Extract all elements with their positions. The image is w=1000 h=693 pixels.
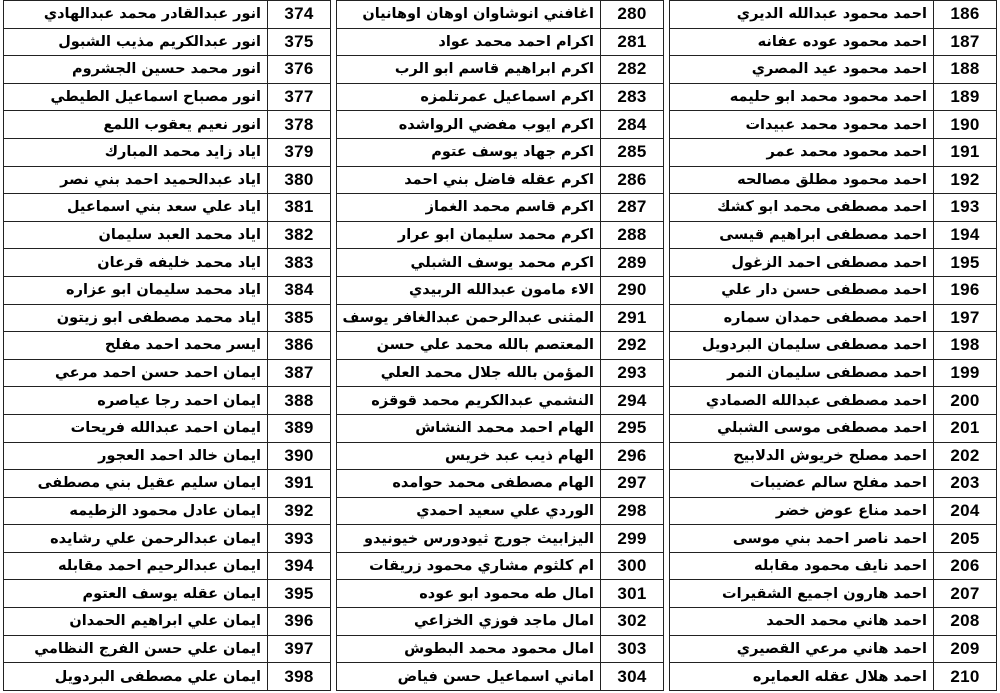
table-row (670, 552, 997, 580)
table-row (337, 111, 664, 139)
table-row (4, 28, 331, 56)
person-name: احمد مصطفى حمدان سماره (670, 304, 934, 332)
table-row (670, 359, 997, 387)
table-row (670, 442, 997, 470)
table-row (670, 83, 997, 111)
person-name: ايمان عبدالرحيم احمد مقابله (4, 552, 268, 580)
person-name: اكرم اسماعيل عمرتلمزه (337, 83, 601, 111)
person-name: احمد محمود محمد ابو حليمه (670, 83, 934, 111)
row-number: 390 (268, 442, 331, 470)
person-name: اكرم جهاد يوسف عتوم (337, 138, 601, 166)
person-name: احمد هارون اجميع الشقيرات (670, 580, 934, 608)
person-name: انور عبدالكريم مذيب الشبول (4, 28, 268, 56)
person-name: الهام مصطفى محمد حوامده (337, 470, 601, 498)
table-row (670, 276, 997, 304)
row-number: 392 (268, 497, 331, 525)
row-number: 287 (601, 194, 664, 222)
table-row (337, 580, 664, 608)
person-name: اكرم قاسم محمد الغماز (337, 194, 601, 222)
table-row (670, 663, 997, 691)
table-row (337, 552, 664, 580)
table-row (337, 83, 664, 111)
row-number: 200 (934, 387, 997, 415)
row-number: 191 (934, 138, 997, 166)
row-number: 280 (601, 1, 664, 29)
row-number: 288 (601, 221, 664, 249)
table-row (4, 414, 331, 442)
table-row (337, 608, 664, 636)
row-number: 208 (934, 608, 997, 636)
table-row (670, 580, 997, 608)
person-name: احمد ناصر احمد بني موسى (670, 525, 934, 553)
table-row (337, 1, 664, 29)
person-name: المؤمن بالله جلال محمد العلي (337, 359, 601, 387)
person-name: احمد محمود عيد المصري (670, 56, 934, 84)
row-number: 385 (268, 304, 331, 332)
row-number: 383 (268, 249, 331, 277)
person-name: ايمان احمد عبدالله فريحات (4, 414, 268, 442)
table-row (4, 111, 331, 139)
person-name: ايمان علي مصطفى البردويل (4, 663, 268, 691)
row-number: 388 (268, 387, 331, 415)
name-list-sheet (3, 0, 997, 693)
row-number: 207 (934, 580, 997, 608)
row-number: 301 (601, 580, 664, 608)
person-name: ايمان عقله يوسف العتوم (4, 580, 268, 608)
row-number: 194 (934, 221, 997, 249)
table-row (337, 56, 664, 84)
table-row (4, 56, 331, 84)
table-row (337, 359, 664, 387)
table-row (670, 194, 997, 222)
person-name: ايمان عبدالرحمن علي رشايده (4, 525, 268, 553)
row-number: 209 (934, 635, 997, 663)
table-row (337, 414, 664, 442)
row-number: 384 (268, 276, 331, 304)
table-row (4, 580, 331, 608)
person-name: احمد مصطفى ابراهيم قيسى (670, 221, 934, 249)
person-name: المثنى عبدالرحمن عبدالغافر يوسف (337, 304, 601, 332)
list-column-right (669, 0, 997, 693)
person-name: اكرم ابراهيم قاسم ابو الرب (337, 56, 601, 84)
list-column-middle (336, 0, 664, 693)
person-name: اياد عبدالحميد احمد بني نصر (4, 166, 268, 194)
person-name: اكرم عقله فاضل بني احمد (337, 166, 601, 194)
person-name: الوردي علي سعيد احمدي (337, 497, 601, 525)
table-row (670, 111, 997, 139)
table-row (670, 249, 997, 277)
row-number: 206 (934, 552, 997, 580)
person-name: احمد محمود محمد عمر (670, 138, 934, 166)
person-name: الهام احمد محمد النشاش (337, 414, 601, 442)
table-row (670, 497, 997, 525)
person-name: المعتصم بالله محمد علي حسن (337, 332, 601, 360)
row-number: 382 (268, 221, 331, 249)
table-row (4, 249, 331, 277)
row-number: 203 (934, 470, 997, 498)
table-row (4, 83, 331, 111)
row-number: 387 (268, 359, 331, 387)
row-number: 397 (268, 635, 331, 663)
person-name: اكرم ايوب مفضي الرواشده (337, 111, 601, 139)
person-name: احمد مصلح خريوش الدلابيح (670, 442, 934, 470)
row-number: 290 (601, 276, 664, 304)
row-number: 295 (601, 414, 664, 442)
row-number: 286 (601, 166, 664, 194)
table-row (670, 1, 997, 29)
table-row (670, 608, 997, 636)
table-row (4, 552, 331, 580)
table-row (670, 28, 997, 56)
person-name: ايمان احمد رجا عياصره (4, 387, 268, 415)
person-name: ايمان علي حسن الفرج النظامي (4, 635, 268, 663)
person-name: احمد مصطفى حسن دار علي (670, 276, 934, 304)
table-row (337, 138, 664, 166)
table-row (4, 194, 331, 222)
person-name: اكرم محمد سليمان ابو عرار (337, 221, 601, 249)
table-row (337, 497, 664, 525)
person-name: امال محمود محمد البطوش (337, 635, 601, 663)
table-row (670, 166, 997, 194)
person-name: انور نعيم يعقوب اللمع (4, 111, 268, 139)
person-name: احمد مصطفى موسى الشبلي (670, 414, 934, 442)
person-name: اكرام احمد محمد عواد (337, 28, 601, 56)
person-name: احمد مناع عوض خضر (670, 497, 934, 525)
row-number: 205 (934, 525, 997, 553)
row-number: 303 (601, 635, 664, 663)
table-row (337, 194, 664, 222)
row-number: 393 (268, 525, 331, 553)
row-number: 285 (601, 138, 664, 166)
person-name: احمد مفلح سالم عضيبات (670, 470, 934, 498)
table-row (4, 221, 331, 249)
table-row (337, 635, 664, 663)
table-row (4, 497, 331, 525)
row-number: 210 (934, 663, 997, 691)
row-number: 381 (268, 194, 331, 222)
person-name: ايمان عادل محمود الزطيمه (4, 497, 268, 525)
table-row (337, 28, 664, 56)
table-row (337, 663, 664, 691)
row-number: 297 (601, 470, 664, 498)
person-name: ام كلثوم مشاري محمود زريقات (337, 552, 601, 580)
person-name: امال ماجد فوزي الخزاعي (337, 608, 601, 636)
row-number: 296 (601, 442, 664, 470)
table-row (337, 249, 664, 277)
row-number: 193 (934, 194, 997, 222)
row-number: 377 (268, 83, 331, 111)
table-row (4, 166, 331, 194)
row-number: 378 (268, 111, 331, 139)
table-row (670, 470, 997, 498)
row-number: 300 (601, 552, 664, 580)
table-row (337, 166, 664, 194)
table-row (4, 359, 331, 387)
table-row (337, 221, 664, 249)
person-name: احمد مصطفى احمد الزغول (670, 249, 934, 277)
table-row (337, 442, 664, 470)
person-name: احمد هاني محمد الحمد (670, 608, 934, 636)
row-number: 394 (268, 552, 331, 580)
table-row (670, 138, 997, 166)
row-number: 204 (934, 497, 997, 525)
person-name: امال طه محمود ابو عوده (337, 580, 601, 608)
table-row (337, 525, 664, 553)
person-name: اغافني انوشاوان اوهان اوهانيان (337, 1, 601, 29)
row-number: 391 (268, 470, 331, 498)
person-name: اياد علي سعد بني اسماعيل (4, 194, 268, 222)
row-number: 189 (934, 83, 997, 111)
person-name: احمد محمود مطلق مصالحه (670, 166, 934, 194)
person-name: احمد مصطفى محمد ابو كشك (670, 194, 934, 222)
row-number: 190 (934, 111, 997, 139)
table-row (4, 635, 331, 663)
person-name: احمد محمود عبدالله الديري (670, 1, 934, 29)
person-name: ايمان خالد احمد العجور (4, 442, 268, 470)
person-name: انور مصباح اسماعيل الطيطي (4, 83, 268, 111)
person-name: ايمان احمد حسن احمد مرعي (4, 359, 268, 387)
table-row (337, 332, 664, 360)
person-name: الاء مامون عبدالله الربيدي (337, 276, 601, 304)
person-name: انور محمد حسين الجشروم (4, 56, 268, 84)
table-row (670, 332, 997, 360)
table-row (4, 525, 331, 553)
row-number: 298 (601, 497, 664, 525)
row-number: 196 (934, 276, 997, 304)
row-number: 199 (934, 359, 997, 387)
table-row (4, 663, 331, 691)
name-table (3, 0, 331, 691)
row-number: 302 (601, 608, 664, 636)
table-row (670, 387, 997, 415)
person-name: احمد محمود محمد عبيدات (670, 111, 934, 139)
table-row (337, 276, 664, 304)
list-column-left (3, 0, 331, 693)
person-name: اكرم محمد يوسف الشبلي (337, 249, 601, 277)
row-number: 192 (934, 166, 997, 194)
row-number: 284 (601, 111, 664, 139)
table-row (4, 1, 331, 29)
row-number: 304 (601, 663, 664, 691)
row-number: 197 (934, 304, 997, 332)
table-row (670, 525, 997, 553)
table-row (4, 276, 331, 304)
row-number: 283 (601, 83, 664, 111)
row-number: 282 (601, 56, 664, 84)
person-name: ايمان سليم عقيل بني مصطفى (4, 470, 268, 498)
table-row (670, 414, 997, 442)
row-number: 198 (934, 332, 997, 360)
person-name: ايسر محمد احمد مفلح (4, 332, 268, 360)
name-table (336, 0, 664, 691)
person-name: انور عبدالقادر محمد عبدالهادي (4, 1, 268, 29)
row-number: 201 (934, 414, 997, 442)
person-name: اماني اسماعيل حسن فياض (337, 663, 601, 691)
table-row (337, 304, 664, 332)
person-name: ايمان علي ابراهيم الحمدان (4, 608, 268, 636)
row-number: 281 (601, 28, 664, 56)
row-number: 374 (268, 1, 331, 29)
person-name: اياد زايد محمد المبارك (4, 138, 268, 166)
table-row (4, 608, 331, 636)
person-name: احمد مصطفى عبدالله الصمادي (670, 387, 934, 415)
person-name: احمد نايف محمود مقابله (670, 552, 934, 580)
row-number: 186 (934, 1, 997, 29)
person-name: النشمي عبدالكريم محمد قوقزه (337, 387, 601, 415)
person-name: اليزابيث جورج ثيودورس خيونيدو (337, 525, 601, 553)
person-name: احمد محمود عوده عفانه (670, 28, 934, 56)
row-number: 293 (601, 359, 664, 387)
table-row (4, 332, 331, 360)
person-name: اياد محمد العبد سليمان (4, 221, 268, 249)
person-name: احمد مصطفى سليمان النمر (670, 359, 934, 387)
row-number: 375 (268, 28, 331, 56)
table-row (4, 387, 331, 415)
row-number: 289 (601, 249, 664, 277)
person-name: الهام ذيب عبد خريس (337, 442, 601, 470)
table-row (670, 635, 997, 663)
person-name: احمد هاني مرعي القصيري (670, 635, 934, 663)
row-number: 396 (268, 608, 331, 636)
table-row (4, 304, 331, 332)
row-number: 294 (601, 387, 664, 415)
row-number: 202 (934, 442, 997, 470)
person-name: احمد هلال عقله العمايره (670, 663, 934, 691)
row-number: 398 (268, 663, 331, 691)
row-number: 380 (268, 166, 331, 194)
row-number: 291 (601, 304, 664, 332)
row-number: 386 (268, 332, 331, 360)
row-number: 376 (268, 56, 331, 84)
person-name: احمد مصطفى سليمان البردويل (670, 332, 934, 360)
row-number: 395 (268, 580, 331, 608)
row-number: 389 (268, 414, 331, 442)
person-name: اياد محمد مصطفى ابو زيتون (4, 304, 268, 332)
row-number: 188 (934, 56, 997, 84)
row-number: 195 (934, 249, 997, 277)
table-row (670, 221, 997, 249)
name-table (669, 0, 997, 691)
row-number: 299 (601, 525, 664, 553)
table-row (670, 304, 997, 332)
table-row (337, 387, 664, 415)
table-row (4, 470, 331, 498)
table-row (4, 138, 331, 166)
row-number: 379 (268, 138, 331, 166)
row-number: 292 (601, 332, 664, 360)
table-row (337, 470, 664, 498)
table-row (670, 56, 997, 84)
table-row (4, 442, 331, 470)
person-name: اياد محمد خليفه قرعان (4, 249, 268, 277)
row-number: 187 (934, 28, 997, 56)
person-name: اياد محمد سليمان ابو عزاره (4, 276, 268, 304)
